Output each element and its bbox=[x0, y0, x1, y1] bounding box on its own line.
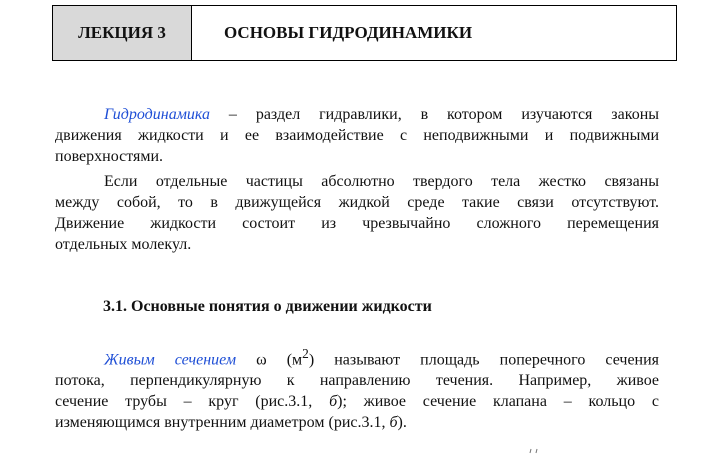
paragraph-line: Движение жидкости состоит из чрезвычайно сложного перемещения bbox=[55, 215, 659, 232]
paragraph-line bbox=[55, 391, 659, 412]
paragraph-line bbox=[55, 104, 659, 125]
text-span: ) называют площадь поперечного сечения bbox=[308, 351, 660, 369]
paragraph-particles bbox=[55, 171, 659, 255]
text-span: – раздел гидравлики, в котором изучаются законы bbox=[210, 106, 659, 123]
paragraph-line: Если отдельные частицы абсолютно твердого тела жестко связаны bbox=[104, 173, 659, 190]
text-span: ω (м bbox=[236, 351, 303, 369]
paragraph-line: между собой, то в движущейся жидкой среде такие связи отсутствуют. bbox=[55, 194, 659, 211]
paragraph-line: потока, перпендикулярную к направлению течения. Например, живое bbox=[55, 372, 659, 390]
lecture-header bbox=[52, 5, 677, 61]
paragraph-line bbox=[55, 343, 659, 370]
text-span: ); живое сечение клапана – кольцо с bbox=[337, 393, 659, 411]
lecture-number: ЛЕКЦИЯ 3 bbox=[53, 6, 192, 60]
paragraph-line: движения жидкости и ее взаимодействие с неподвижными и подвижными bbox=[55, 127, 659, 144]
superscript: 2 bbox=[302, 346, 309, 361]
text-span: ). bbox=[397, 414, 407, 432]
text-span: сечение трубы – круг (рис.3.1, bbox=[55, 393, 330, 411]
term-hydrodynamics: Гидродинамика bbox=[104, 106, 211, 123]
paragraph-hydrodynamics bbox=[55, 104, 659, 167]
term-live-section: Живым сечением bbox=[104, 351, 237, 369]
paragraph-line bbox=[55, 412, 659, 433]
page-fragment-mark bbox=[528, 446, 546, 452]
paragraph-line: отдельных молекул. bbox=[55, 236, 192, 253]
text-span: изменяющимся внутренним диаметром (рис.3.1, bbox=[55, 414, 390, 432]
section-heading: 3.1. Основные понятия о движении жидкости bbox=[103, 298, 432, 315]
italic-letter: б bbox=[389, 414, 398, 432]
paragraph-line: поверхностями. bbox=[55, 148, 164, 165]
paragraph-live-section bbox=[55, 343, 659, 433]
cutoff-glyph bbox=[528, 448, 546, 454]
lecture-title: ОСНОВЫ ГИДРОДИНАМИКИ bbox=[224, 23, 473, 42]
italic-letter: б bbox=[329, 393, 338, 411]
